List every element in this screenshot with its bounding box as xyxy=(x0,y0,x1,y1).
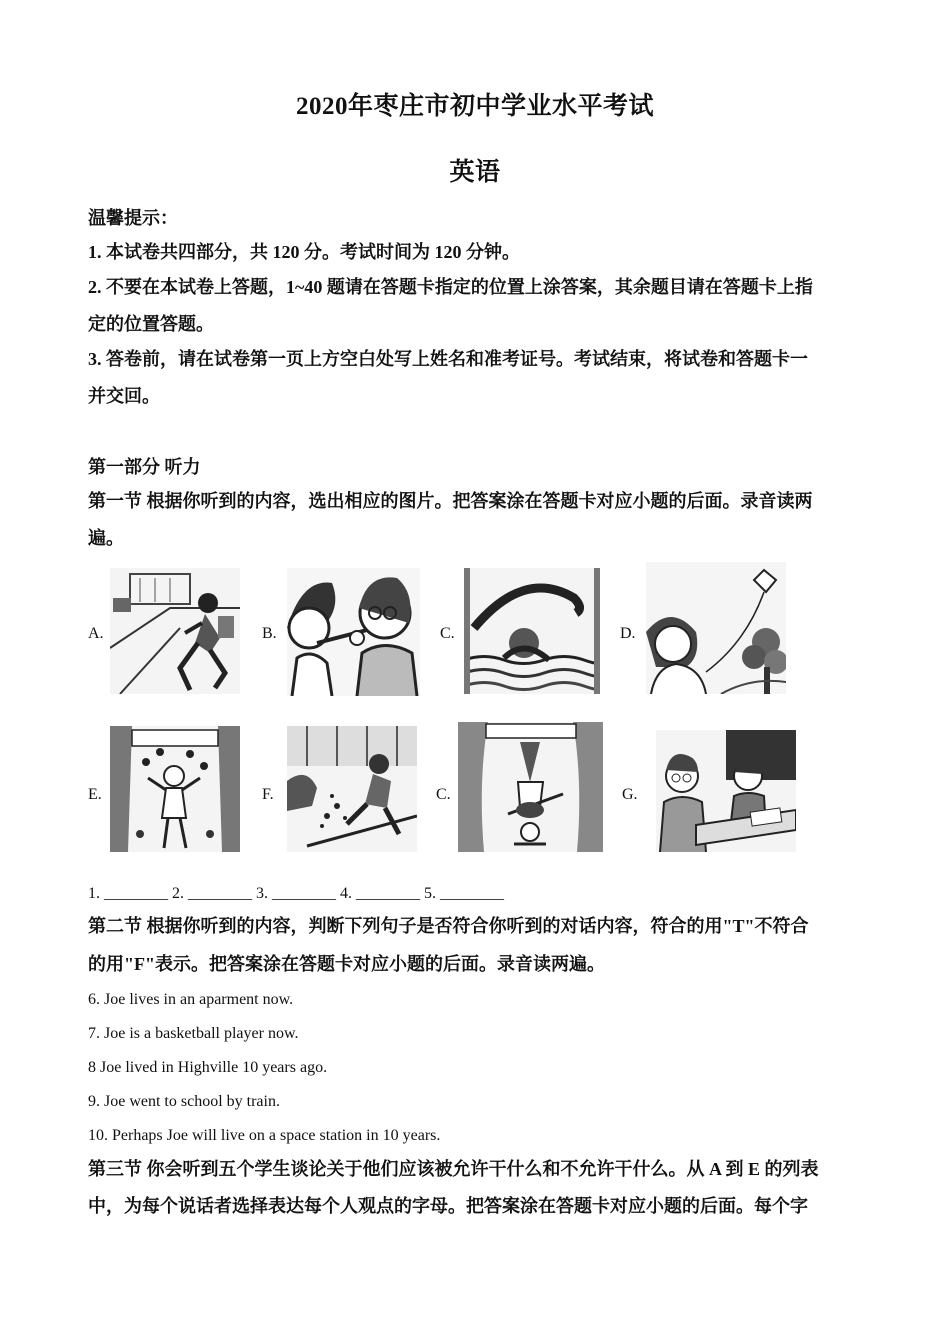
exam-title: 2020年枣庄市初中学业水平考试 xyxy=(295,93,654,120)
answer-blanks: 1. ________ 2. ________ 3. ________ 4. ________ 5. ________ xyxy=(88,885,504,902)
statement-10: 10. Perhaps Joe will live on a space station in 10 years. xyxy=(88,1127,441,1144)
notice-item-3a: 3. 答卷前，请在试卷第一页上方空白处写上姓名和准考证号。考试结束，将试卷和答题卡一 xyxy=(88,349,808,369)
running-boy-icon xyxy=(110,568,240,694)
classroom-students-icon xyxy=(656,730,796,852)
notice-heading: 温馨提示： xyxy=(88,208,178,228)
statement-7: 7. Joe is a basketball player now. xyxy=(88,1025,299,1042)
notice-item-2a: 2. 不要在本试卷上答题，1~40 题请在答题卡指定的位置上涂答案，其余题目请在答题卡上指 xyxy=(88,277,813,297)
notice-item-2b: 定的位置答题。 xyxy=(88,314,214,334)
section3-instruction-a: 第三节 你会听到五个学生谈论关于他们应该被允许干什么和不允许干什么。从 A 到 E 的列表 xyxy=(88,1159,819,1179)
picture-letter-a: A. xyxy=(88,625,104,642)
statement-8: 8 Joe lived in Highville 10 years ago. xyxy=(88,1059,328,1076)
statement-6: 6. Joe lives in an aparment now. xyxy=(88,991,294,1008)
section1-instruction-b: 遍。 xyxy=(88,528,124,548)
girl-kite-icon xyxy=(646,562,786,694)
notice-item-3b: 并交回。 xyxy=(88,386,160,406)
picture-letter-g: G. xyxy=(622,786,638,803)
subject-title: 英语 xyxy=(449,159,501,186)
picture-letter-f: F. xyxy=(262,786,274,803)
boy-splash-icon xyxy=(287,726,417,852)
notice-item-1: 1. 本试卷共四部分，共 120 分。考试时间为 120 分钟。 xyxy=(88,242,520,262)
section2-instruction-b: 的用"F"表示。把答案涂在答题卡对应小题的后面。录音读两遍。 xyxy=(88,954,605,974)
picture-letter-c: C. xyxy=(440,625,455,642)
section2-instruction-a: 第二节 根据你听到的内容，判断下列句子是否符合你听到的对话内容，符合的用"T"不符合 xyxy=(88,916,809,936)
picture-letter-c2: C. xyxy=(436,786,451,803)
part1-heading: 第一部分 听力 xyxy=(88,457,201,477)
picture-letter-b: B. xyxy=(262,625,277,642)
section3-instruction-b: 中，为每个说话者选择表达每个人观点的字母。把答案涂在答题卡对应小题的后面。每个字 xyxy=(88,1196,808,1216)
swimmer-icon xyxy=(464,568,600,694)
teacher-student-icon xyxy=(287,568,420,696)
violinist-talent-show-icon xyxy=(458,722,603,852)
picture-letter-e: E. xyxy=(88,786,102,803)
section1-instruction-a: 第一节 根据你听到的内容，选出相应的图片。把答案涂在答题卡对应小题的后面。录音读两 xyxy=(88,491,813,511)
picture-letter-d: D. xyxy=(620,625,636,642)
juggler-talent-show-icon xyxy=(110,726,240,852)
statement-9: 9. Joe went to school by train. xyxy=(88,1093,280,1110)
